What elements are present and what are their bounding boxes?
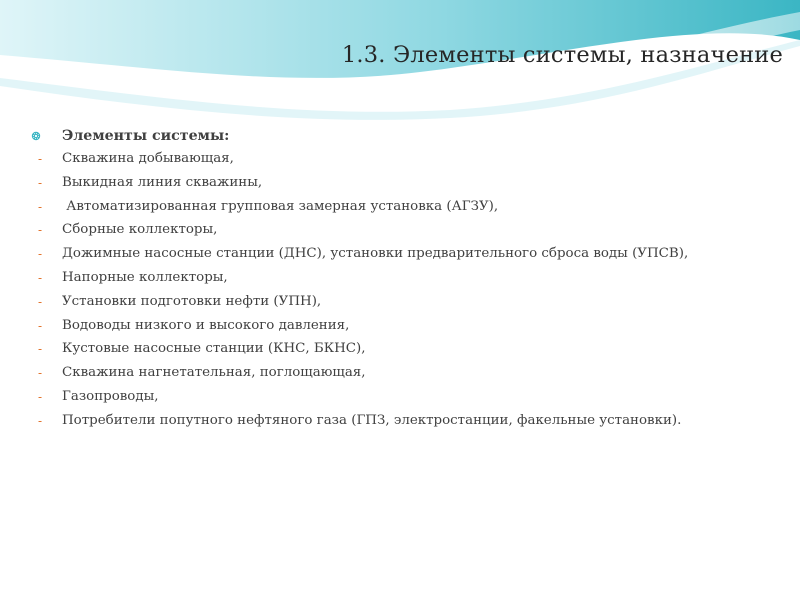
list-item: [38, 412, 782, 436]
list-item: [38, 245, 782, 269]
list-item: [38, 388, 782, 412]
list-item-text: Потребители попутного нефтяного газа (ГПЗ, электростанции, факельные установки).: [62, 412, 682, 428]
list-item: [38, 269, 782, 293]
dash-marker: -: [38, 152, 43, 166]
list-item-text: Водоводы низкого и высокого давления,: [62, 317, 350, 333]
list-item: [38, 150, 782, 174]
list-heading: Элементы системы:: [62, 128, 230, 144]
slide-content: [38, 128, 782, 436]
list-item-text: Газопроводы,: [62, 388, 159, 404]
header-wave-background: [0, 0, 800, 140]
dash-marker: -: [38, 294, 43, 309]
list-item-text: Выкидная линия скважины,: [62, 174, 263, 190]
teal-starburst-bullet-icon: [31, 131, 41, 141]
list-item-text: Автоматизированная групповая замерная установка (АГЗУ),: [62, 198, 499, 214]
dash-marker: -: [38, 199, 43, 214]
list-heading-row: [42, 128, 782, 150]
dash-marker: -: [38, 270, 43, 285]
list-item-text: Сборные коллекторы,: [62, 222, 218, 238]
dash-marker: -: [38, 247, 43, 262]
list-item: [38, 174, 782, 198]
list-item-text: Напорные коллекторы,: [62, 269, 228, 285]
dash-marker: -: [38, 342, 43, 357]
system-elements-list: [38, 150, 782, 436]
list-item-text: Установки подготовки нефти (УПН),: [62, 293, 322, 309]
dash-marker: -: [38, 175, 43, 190]
list-item-text: Скважина добывающая,: [62, 151, 234, 166]
dash-marker: -: [38, 389, 43, 404]
list-item: [38, 364, 782, 388]
list-item: [38, 293, 782, 317]
dash-marker: -: [38, 223, 43, 238]
list-item-text: Дожимные насосные станции (ДНС), установки предварительного сброса воды (УПСВ),: [62, 246, 689, 262]
list-item: [38, 317, 782, 341]
list-item-text: Кустовые насосные станции (КНС, БКНС),: [62, 341, 366, 357]
dash-marker: -: [38, 366, 43, 381]
list-item: [38, 340, 782, 364]
list-item: [38, 198, 782, 222]
list-item-text: Скважина нагнетательная, поглощающая,: [62, 365, 366, 381]
slide-title: 1.3. Элементы системы, назначение: [341, 42, 783, 68]
dash-marker: -: [38, 318, 43, 333]
list-item: [38, 221, 782, 245]
dash-marker: -: [38, 413, 43, 428]
